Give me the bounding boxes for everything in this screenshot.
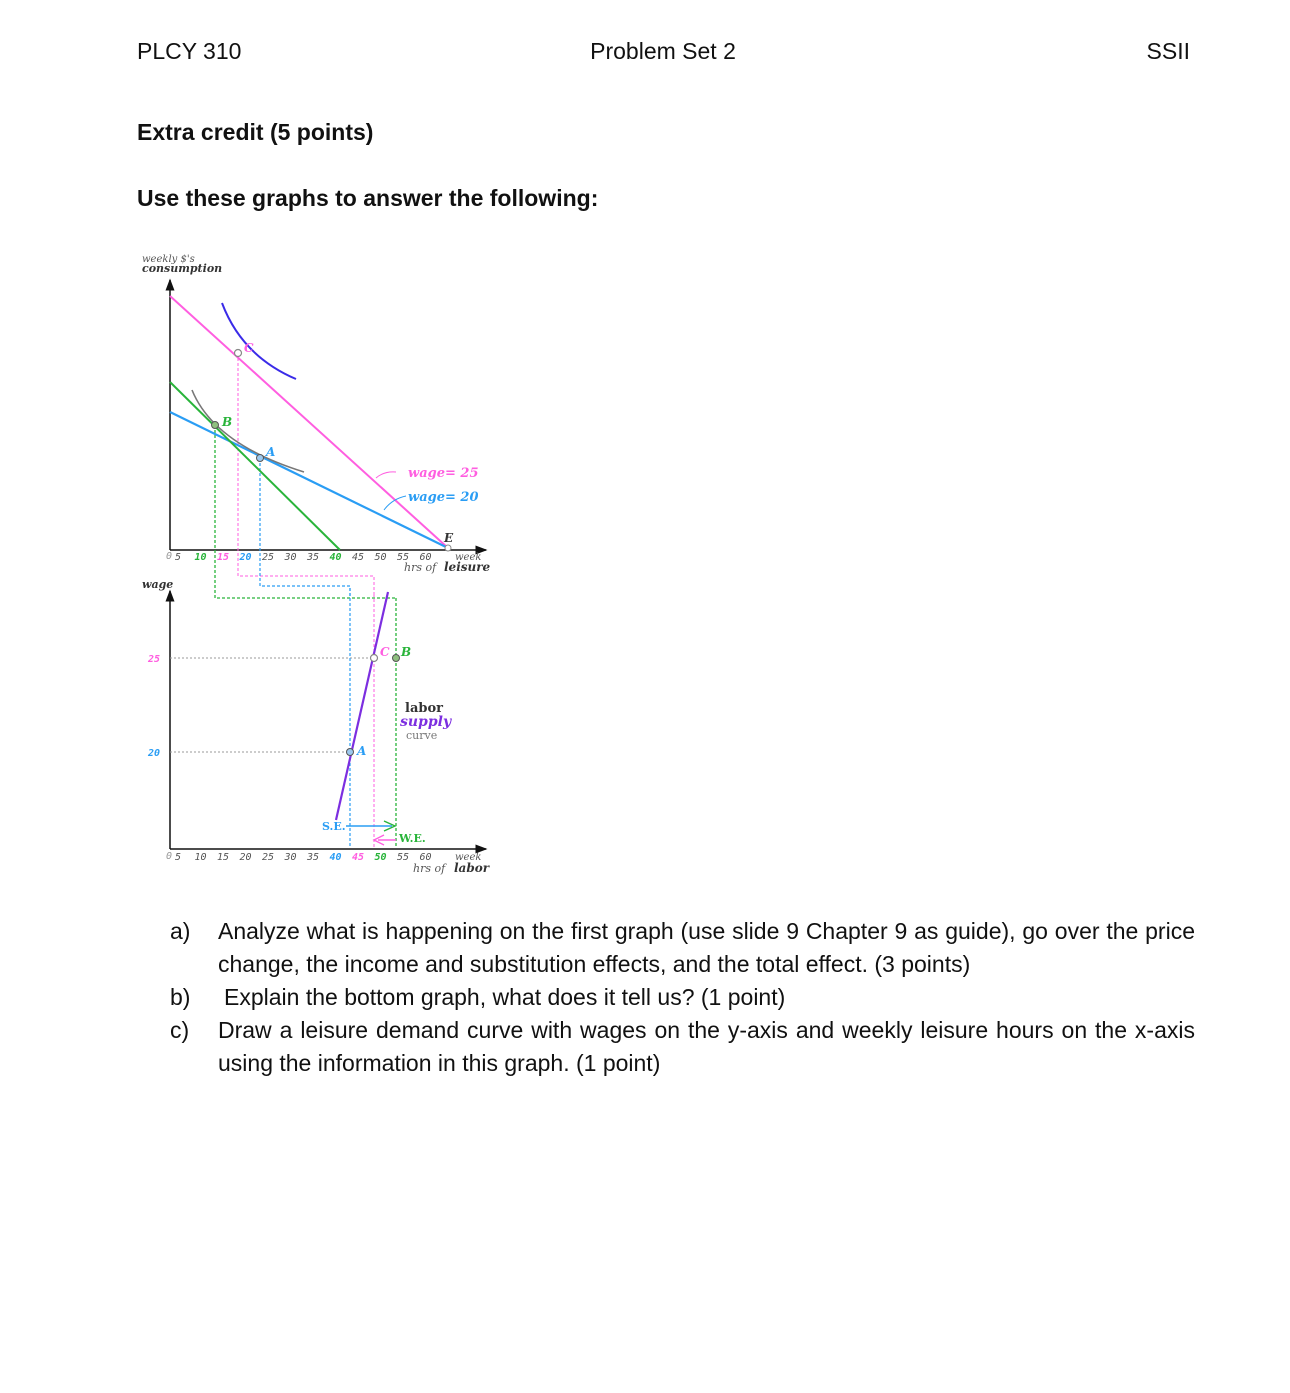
top-x-tick-15: 15 bbox=[216, 552, 230, 563]
supply-label-3: curve bbox=[406, 729, 438, 742]
labor-leisure-figure bbox=[134, 248, 494, 878]
supply-point-b-label: B bbox=[401, 645, 412, 659]
top-x-hrs: hrs of bbox=[404, 561, 437, 574]
budget-line-wage-20 bbox=[170, 412, 448, 548]
point-e-label: E bbox=[444, 531, 454, 545]
bottom-origin: 0 bbox=[166, 851, 173, 862]
top-x-tick-40: 40 bbox=[329, 552, 342, 563]
bottom-x-tick-45: 45 bbox=[351, 852, 365, 863]
we-label: W.E. bbox=[399, 832, 426, 845]
supply-point-b bbox=[393, 655, 400, 662]
supply-label-2: supply bbox=[400, 714, 452, 730]
se-label: S.E. bbox=[322, 820, 346, 833]
question-label: c) bbox=[170, 1017, 190, 1043]
top-y-label-2: consumption bbox=[142, 262, 223, 275]
top-x-tick-25: 25 bbox=[261, 552, 275, 563]
bottom-x-tick-50: 50 bbox=[374, 852, 387, 863]
top-origin: 0 bbox=[166, 551, 173, 562]
question-list bbox=[170, 915, 1195, 1080]
top-graph bbox=[142, 254, 491, 598]
point-a bbox=[257, 455, 264, 462]
point-c bbox=[235, 350, 242, 357]
y-tick-20: 20 bbox=[148, 748, 161, 759]
supply-label-1: labor bbox=[405, 701, 443, 716]
y-tick-25: 25 bbox=[148, 654, 161, 665]
top-x-tick-35: 35 bbox=[306, 552, 320, 563]
document-title: Problem Set 2 bbox=[590, 38, 736, 64]
question-c bbox=[170, 1014, 1195, 1080]
question-text: Explain the bottom graph, what does it tell us? (1 point) bbox=[224, 984, 786, 1010]
bottom-x-tick-55: 55 bbox=[396, 852, 410, 863]
supply-point-c bbox=[371, 655, 378, 662]
bottom-x-tick-40: 40 bbox=[329, 852, 342, 863]
bottom-x-ticks bbox=[175, 852, 432, 863]
instructions-heading: Use these graphs to answer the following: bbox=[137, 185, 599, 211]
top-x-tick-5: 5 bbox=[174, 552, 182, 563]
top-x-tick-30: 30 bbox=[284, 552, 297, 563]
question-b bbox=[170, 981, 1195, 1014]
bottom-y-label: wage bbox=[142, 578, 174, 591]
wage-25-pointer bbox=[376, 472, 396, 478]
top-y-label-1: weekly $'s bbox=[142, 254, 195, 265]
top-x-leisure: leisure bbox=[444, 560, 491, 574]
extra-credit-heading: Extra credit (5 points) bbox=[137, 119, 374, 145]
course-code: PLCY 310 bbox=[137, 38, 242, 64]
term-label: SSII bbox=[1146, 38, 1190, 64]
top-x-tick-45: 45 bbox=[351, 552, 365, 563]
top-x-tick-60: 60 bbox=[419, 552, 432, 563]
top-x-tick-10: 10 bbox=[194, 552, 207, 563]
top-x-week: week bbox=[455, 552, 482, 563]
question-label: a) bbox=[170, 918, 191, 944]
bottom-x-week: week bbox=[455, 852, 482, 863]
bottom-x-tick-20: 20 bbox=[239, 852, 252, 863]
point-c-label: C bbox=[244, 341, 254, 355]
bottom-x-tick-5: 5 bbox=[174, 852, 182, 863]
top-x-tick-20: 20 bbox=[239, 552, 252, 563]
bottom-x-tick-35: 35 bbox=[306, 852, 320, 863]
top-x-tick-50: 50 bbox=[374, 552, 387, 563]
indifference-curve-high bbox=[222, 303, 296, 379]
question-label: b) bbox=[170, 984, 191, 1010]
question-text: Analyze what is happening on the first graph (use slide 9 Chapter 9 as guide), go over the price change, the income and substitution effects, and the total effect. (3 points) bbox=[218, 918, 1195, 977]
bottom-x-tick-60: 60 bbox=[419, 852, 432, 863]
compensated-budget-line bbox=[170, 382, 340, 550]
top-guide-b bbox=[215, 425, 396, 598]
question-a bbox=[170, 915, 1195, 981]
top-x-ticks bbox=[175, 552, 432, 563]
supply-point-a-label: A bbox=[357, 744, 367, 758]
supply-point-c-label: C bbox=[380, 645, 390, 659]
wage-20-label: wage= 20 bbox=[408, 490, 479, 505]
point-e bbox=[445, 545, 451, 551]
supply-point-a bbox=[347, 749, 354, 756]
bottom-x-labor: labor bbox=[454, 861, 490, 875]
labor-supply-curve bbox=[336, 592, 388, 820]
top-x-tick-55: 55 bbox=[396, 552, 410, 563]
question-text: Draw a leisure demand curve with wages on the y-axis and weekly leisure hours on the x-axis using the information in this graph. (1 point) bbox=[218, 1017, 1195, 1076]
bottom-x-tick-10: 10 bbox=[194, 852, 207, 863]
point-a-label: A bbox=[266, 445, 276, 459]
bottom-x-tick-25: 25 bbox=[261, 852, 275, 863]
bottom-graph bbox=[142, 578, 491, 875]
point-b bbox=[212, 422, 219, 429]
bottom-x-hrs: hrs of bbox=[413, 862, 446, 875]
wage-25-label: wage= 25 bbox=[408, 466, 479, 481]
bottom-x-tick-30: 30 bbox=[284, 852, 297, 863]
bottom-x-tick-15: 15 bbox=[216, 852, 230, 863]
point-b-label: B bbox=[222, 415, 233, 429]
